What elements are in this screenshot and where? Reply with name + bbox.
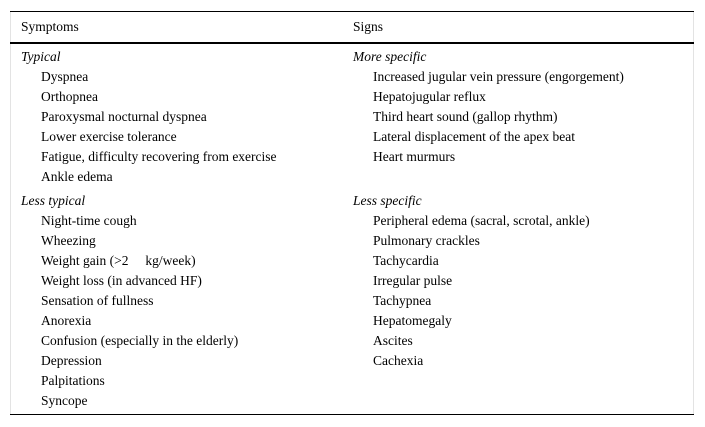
- list-item: Night-time cough: [41, 213, 137, 228]
- list-item: Cachexia: [373, 353, 424, 368]
- list-item: Peripheral edema (sacral, scrotal, ankle): [373, 213, 590, 228]
- signs-column: [353, 47, 624, 371]
- signs-group-less-specific: [353, 191, 624, 371]
- table-top-rule: [10, 11, 694, 12]
- list-item: Confusion (especially in the elderly): [41, 333, 239, 348]
- list-item: Fatigue, difficulty recovering from exercise: [41, 149, 277, 164]
- list-item: Lower exercise tolerance: [41, 129, 177, 144]
- table-bottom-rule: [10, 414, 694, 415]
- symptoms-group-typical: [21, 47, 277, 187]
- list-item: Ankle edema: [41, 169, 113, 184]
- list-item: Dyspnea: [41, 69, 89, 84]
- list-item: Irregular pulse: [373, 273, 453, 288]
- list-item: Paroxysmal nocturnal dyspnea: [41, 109, 207, 124]
- list-item: Sensation of fullness: [41, 293, 154, 308]
- list-item: Depression: [41, 353, 102, 368]
- list-item: Palpitations: [41, 373, 105, 388]
- list-item: Lateral displacement of the apex beat: [373, 129, 576, 144]
- list-item: Pulmonary crackles: [373, 233, 480, 248]
- list-item: Anorexia: [41, 313, 92, 328]
- group-title: Less typical: [21, 193, 86, 208]
- symptoms-column: [21, 47, 277, 411]
- list-item: Weight loss (in advanced HF): [41, 273, 202, 288]
- list-item: Heart murmurs: [373, 149, 456, 164]
- list-item: Ascites: [373, 333, 413, 348]
- group-title: Typical: [21, 49, 61, 64]
- list-item: Tachycardia: [373, 253, 439, 268]
- signs-column-header: Signs: [353, 19, 384, 34]
- group-title: Less specific: [353, 193, 422, 208]
- list-item: Wheezing: [41, 233, 96, 248]
- list-item-spacer: [353, 167, 624, 187]
- group-title: More specific: [353, 49, 427, 64]
- list-item: Weight gain (>2 kg/week): [41, 253, 196, 268]
- list-item: Hepatomegaly: [373, 313, 452, 328]
- list-item: Third heart sound (gallop rhythm): [373, 109, 558, 124]
- list-item: Orthopnea: [41, 89, 98, 104]
- list-item: Syncope: [41, 393, 88, 408]
- symptoms-column-header: Symptoms: [21, 19, 79, 34]
- list-item: Tachypnea: [373, 293, 432, 308]
- symptoms-group-less-typical: [21, 191, 277, 411]
- signs-group-more-specific: [353, 47, 624, 187]
- list-item: Hepatojugular reflux: [373, 89, 486, 104]
- table-header-rule: [10, 42, 694, 44]
- list-item: Increased jugular vein pressure (engorgement): [373, 69, 624, 84]
